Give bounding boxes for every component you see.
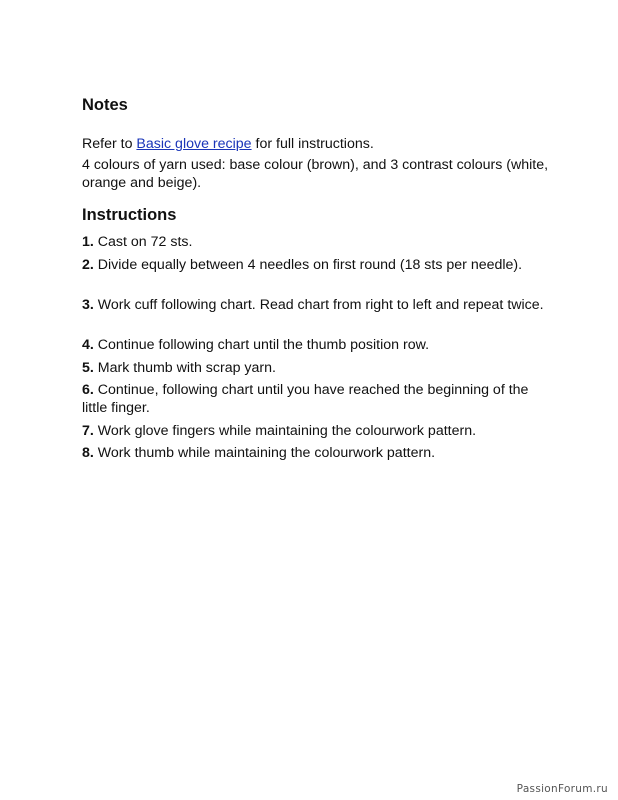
step-number: 6. [82,382,94,398]
instruction-step [82,359,552,377]
instruction-step [82,422,552,440]
watermark: PassionForum.ru [516,783,608,795]
step-number: 3. [82,297,94,313]
yarn-paragraph: 4 colours of yarn used: base colour (brown), and 3 contrast colours (white, orange and beige). [82,157,549,191]
step-text: Work glove fingers while maintaining the colourwork pattern. [93,423,477,439]
instruction-step [82,336,552,354]
step-number: 7. [82,423,94,439]
refer-prefix: Refer to [82,136,137,152]
step-number: 4. [82,337,94,353]
step-text: Continue, following chart until you have reached the beginning of the little finger. [82,382,529,416]
step-text: Mark thumb with scrap yarn. [93,360,276,376]
notes-heading: Notes [82,96,128,114]
refer-suffix: for full instructions. [251,136,374,152]
instructions-heading: Instructions [82,206,177,224]
step-text: Work thumb while maintaining the colourwork pattern. [93,445,436,461]
basic-glove-recipe-link[interactable]: Basic glove recipe [136,136,252,152]
instruction-step [82,296,552,314]
step-number: 1. [82,234,94,250]
instruction-step [82,381,552,417]
step-text: Divide equally between 4 needles on first round (18 sts per needle). [93,257,523,273]
refer-paragraph [82,135,552,153]
instruction-step [82,256,552,274]
instruction-step [82,444,552,462]
step-number: 8. [82,445,94,461]
instruction-step [82,233,552,251]
step-text: Continue following chart until the thumb position row. [93,337,430,353]
step-text: Work cuff following chart. Read chart from right to left and repeat twice. [93,297,544,313]
step-number: 2. [82,257,94,273]
step-number: 5. [82,360,94,376]
step-text: Cast on 72 sts. [93,234,193,250]
